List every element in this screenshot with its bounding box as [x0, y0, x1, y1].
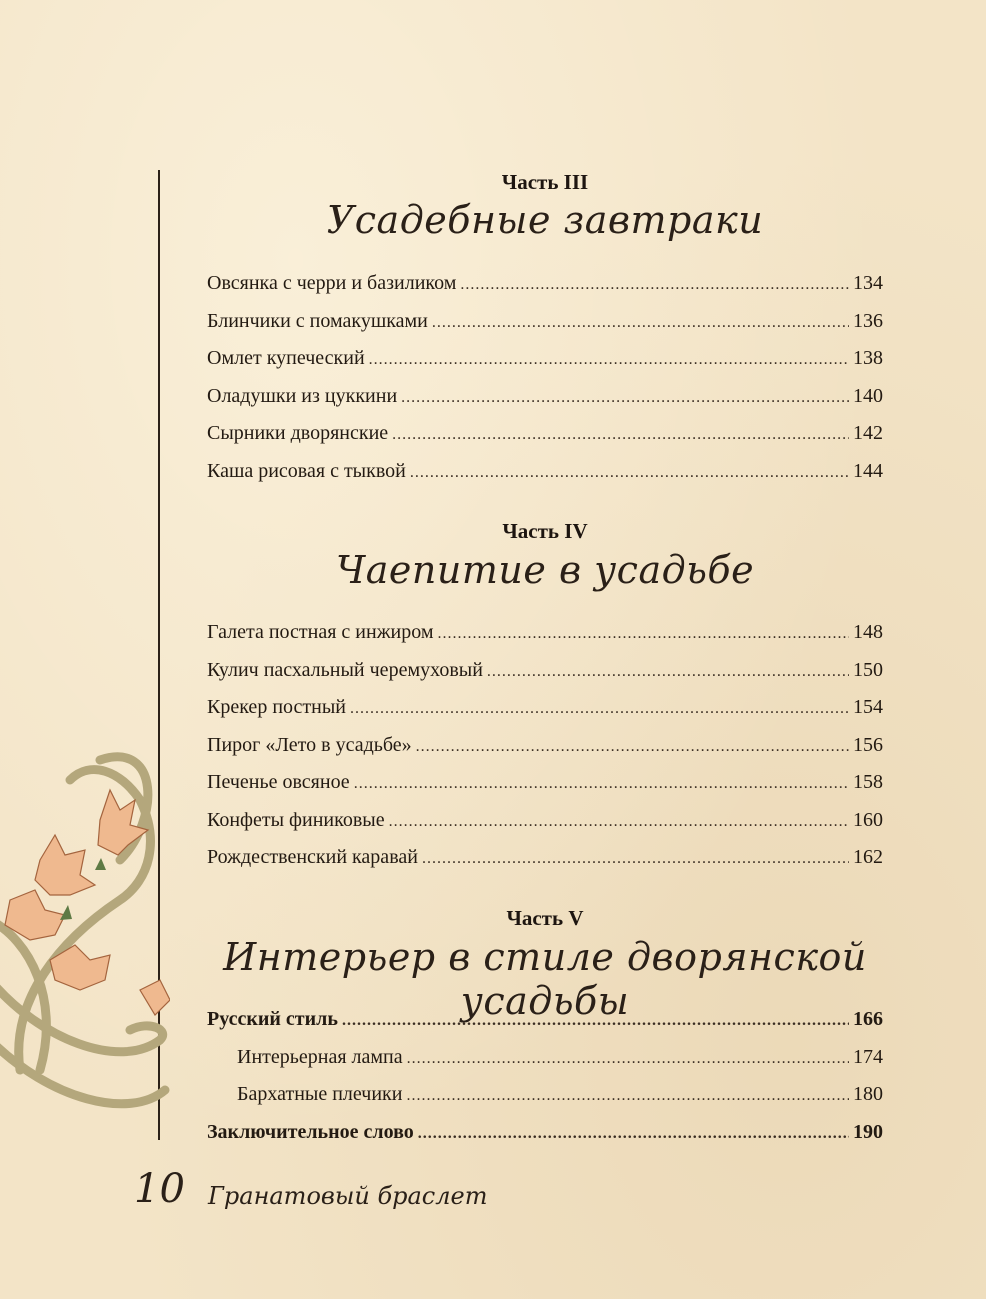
leader-dots [392, 420, 849, 448]
leader-dots [460, 270, 849, 298]
leader-dots [432, 308, 849, 336]
leader-dots [416, 732, 849, 760]
leader-dots [407, 1044, 849, 1072]
entry-page: 160 [853, 808, 883, 831]
entry-page: 136 [853, 309, 883, 332]
entry-page: 138 [853, 347, 883, 369]
toc-entry[interactable] [207, 844, 883, 882]
toc-entry[interactable] [207, 1081, 883, 1119]
entry-title: Сырники дворянские [207, 422, 389, 444]
toc-entry[interactable] [207, 1119, 883, 1157]
toc-entry[interactable] [207, 769, 883, 807]
entry-page: 150 [853, 658, 883, 681]
entry-title: Омлет купеческий [207, 347, 365, 369]
leader-dots [369, 345, 849, 373]
part-4-entries [207, 619, 883, 882]
part-3-entries [207, 270, 883, 495]
entry-title: Крекер постный [207, 696, 346, 718]
toc-entry[interactable] [207, 657, 883, 695]
toc-entry[interactable] [207, 1044, 883, 1082]
entry-page: 140 [853, 384, 883, 407]
entry-title: Овсянка с черри и базиликом [207, 272, 457, 294]
entry-page: 154 [853, 696, 883, 718]
floral-ornament [0, 740, 170, 1140]
entry-title: Блинчики с помакушками [207, 309, 428, 332]
leader-dots [422, 844, 849, 872]
entry-title: Заключительное слово [207, 1120, 414, 1143]
leader-dots [406, 1081, 849, 1109]
toc-entry[interactable] [207, 732, 883, 770]
entry-page: 190 [853, 1120, 883, 1143]
entry-title: Оладушки из цуккини [207, 384, 398, 407]
leader-dots [410, 458, 849, 486]
entry-title: Печенье овсяное [207, 771, 350, 793]
entry-page: 144 [853, 459, 883, 482]
leader-dots [342, 1006, 849, 1034]
leader-dots [354, 769, 849, 797]
entry-title: Галета постная с инжиром [207, 621, 434, 643]
toc-entry[interactable] [207, 383, 883, 421]
entry-title: Русский стиль [207, 1008, 338, 1030]
leader-dots [350, 694, 849, 722]
entry-page: 156 [853, 733, 883, 756]
toc-entry[interactable] [207, 694, 883, 732]
entry-page: 134 [853, 272, 883, 294]
entry-title: Пирог «Лето в усадьбе» [207, 733, 412, 756]
entry-page: 166 [853, 1008, 883, 1030]
toc-entry[interactable] [207, 420, 883, 458]
entry-page: 158 [853, 771, 883, 793]
leader-dots [418, 1119, 849, 1147]
entry-title: Кулич пасхальный черемуховый [207, 658, 483, 681]
toc-entry[interactable] [207, 807, 883, 845]
entry-title: Каша рисовая с тыквой [207, 459, 406, 482]
part-5-entries [207, 1006, 883, 1156]
entry-page: 162 [853, 846, 883, 868]
part-3-title: Усадебные завтраки [326, 198, 764, 242]
leader-dots [401, 383, 849, 411]
part-5-title: Интерьер в стиле дворянской усадьбы [223, 935, 867, 1023]
toc-entry[interactable] [207, 1006, 883, 1044]
leader-dots [487, 657, 849, 685]
entry-title: Интерьерная лампа [237, 1045, 403, 1068]
entry-title: Рождественский каравай [207, 846, 418, 868]
part-4-title: Чаепитие в усадьбе [335, 548, 755, 592]
toc-entry[interactable] [207, 270, 883, 308]
part-5-label: Часть V [506, 906, 584, 930]
entry-page: 180 [853, 1083, 883, 1105]
entry-title: Конфеты финиковые [207, 808, 385, 831]
entry-page: 142 [853, 422, 883, 444]
running-title: Гранатовый браслет [208, 1182, 488, 1210]
part-4-label: Часть IV [502, 519, 588, 543]
leader-dots [389, 807, 849, 835]
toc-entry[interactable] [207, 345, 883, 383]
entry-title: Бархатные плечики [237, 1083, 403, 1105]
toc-entry[interactable] [207, 308, 883, 346]
leader-dots [438, 619, 849, 647]
page-number: 10 [134, 1166, 185, 1212]
entry-page: 148 [853, 621, 883, 643]
entry-page: 174 [853, 1045, 883, 1068]
toc-entry[interactable] [207, 458, 883, 496]
toc-entry[interactable] [207, 619, 883, 657]
part-3-label: Часть III [501, 170, 589, 194]
